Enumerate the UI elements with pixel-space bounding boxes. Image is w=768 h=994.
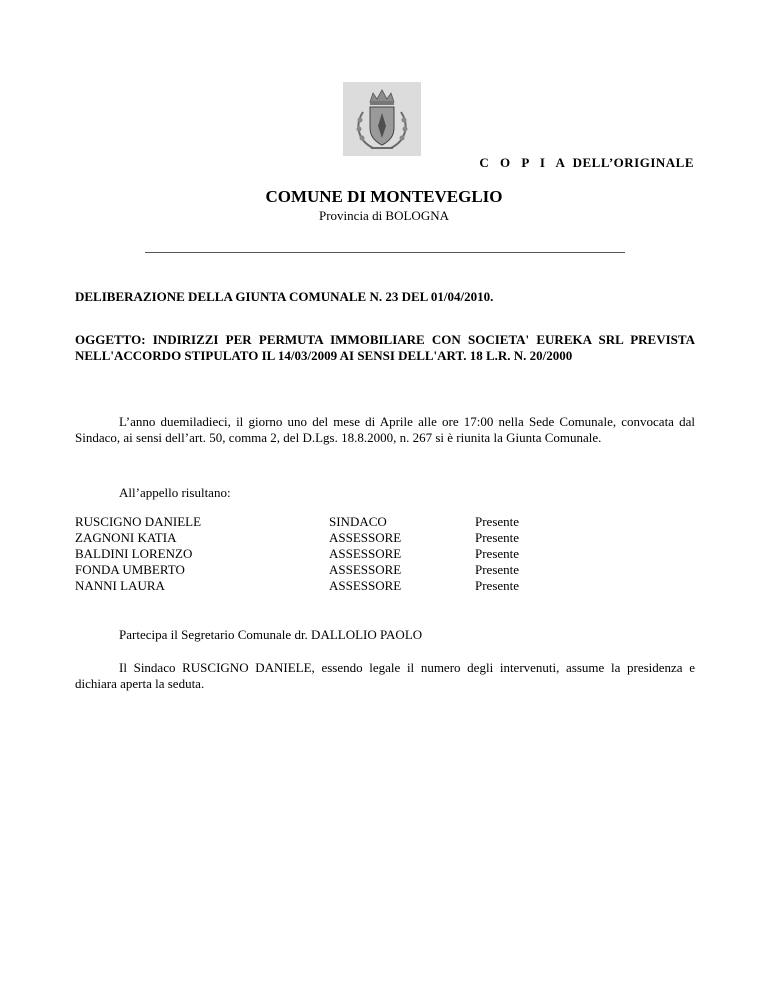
member-status: Presente — [475, 578, 520, 593]
member-role: ASSESSORE — [329, 562, 402, 577]
member-row — [75, 578, 519, 594]
member-role: SINDACO — [329, 514, 387, 529]
roll-call-label: All’appello risultano: — [119, 485, 231, 500]
intro-paragraph: L’anno duemiladieci, il giorno uno del mese di Aprile alle ore 17:00 nella Sede Comunale, convocata dal Sindaco, ai sensi dell’art. 50, comma 2, del D.Lgs. 18.8.2000, n. 267 si è riunita la Giunta Comunale. — [75, 414, 695, 445]
copia-suffix: DELL’ORIGINALE — [568, 155, 694, 170]
secretary-paragraph: Partecipa il Segretario Comunale dr. DALLOLIO PAOLO — [119, 627, 423, 642]
member-role: ASSESSORE — [329, 546, 402, 561]
subject-paragraph: OGGETTO: INDIRIZZI PER PERMUTA IMMOBILIARE CON SOCIETA' EUREKA SRL PREVISTA NELL'ACCORDO STIPULATO IL 14/03/2009 AI SENSI DELL'ART. 18 L.R. N. 20/2000 — [75, 332, 695, 363]
member-status: Presente — [475, 562, 520, 577]
member-name: BALDINI LORENZO — [75, 546, 193, 561]
province-name: Provincia di BOLOGNA — [319, 208, 449, 223]
member-name: FONDA UMBERTO — [75, 562, 185, 577]
deliberation-title: DELIBERAZIONE DELLA GIUNTA COMUNALE N. 23 DEL 01/04/2010. — [75, 289, 494, 304]
copia-prefix: C O P I A — [479, 155, 569, 170]
member-role: ASSESSORE — [329, 530, 402, 545]
member-name: ZAGNONI KATIA — [75, 530, 177, 545]
member-status: Presente — [475, 530, 520, 545]
member-row — [75, 546, 519, 562]
copy-of-original-label — [479, 155, 694, 171]
member-name: RUSCIGNO DANIELE — [75, 514, 202, 529]
header-divider — [145, 252, 625, 253]
mayor-paragraph: Il Sindaco RUSCIGNO DANIELE, essendo legale il numero degli intervenuti, assume la presidenza e dichiara aperta la seduta. — [75, 660, 695, 691]
member-row — [75, 562, 519, 578]
member-name: NANNI LAURA — [75, 578, 165, 593]
member-row — [75, 514, 519, 530]
member-role: ASSESSORE — [329, 578, 402, 593]
member-status: Presente — [475, 546, 520, 561]
coat-of-arms-icon — [343, 82, 421, 156]
members-list — [75, 514, 519, 594]
municipality-name: COMUNE DI MONTEVEGLIO — [265, 187, 503, 206]
member-status: Presente — [475, 514, 520, 529]
member-row — [75, 530, 519, 546]
